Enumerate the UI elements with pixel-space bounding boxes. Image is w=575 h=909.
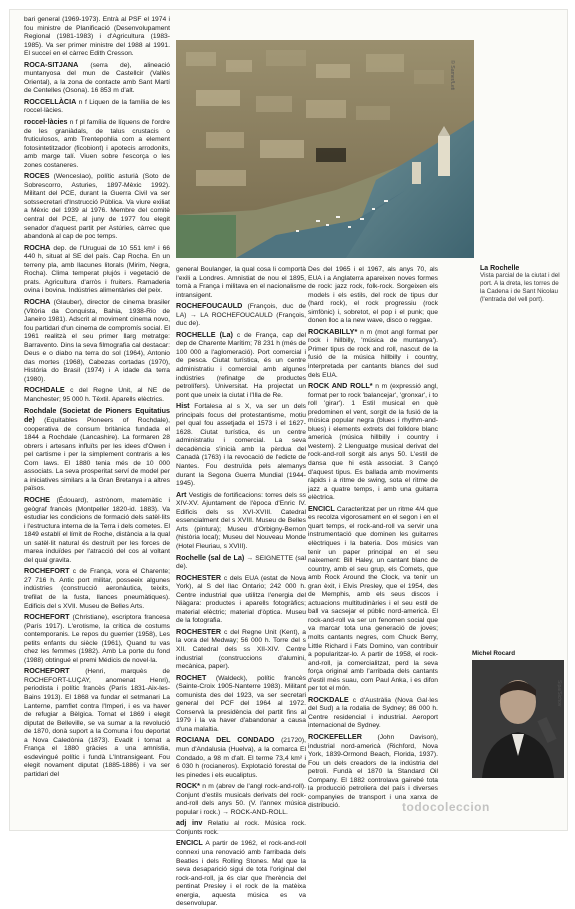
- entry-text: c de França, vora el Charente; 27 716 h. Antic port militar, posseeix algunes indústries (construcció aeronàutica, teixits, trefilat de la fusta, llances pneumàtiques). Edificis del s XVII. Museu de Belles Arts.: [24, 568, 171, 610]
- entry-headword: Rochelle (sal de La): [176, 552, 245, 562]
- dictionary-entry: [308, 266, 438, 326]
- text-column-2: [176, 266, 307, 908]
- entry-text: n f Liquen de la família de les roccel·làcies.: [24, 98, 170, 115]
- dictionary-entry: [24, 496, 170, 565]
- entry-headword: ENCICL: [176, 838, 203, 848]
- entry-text: (Henri, marquès de ROCHEFORT-LUÇAY, anomenat Henri), periodista i polític francès (París 1831-Aix-les-Bains 1913). El 1868 va fundar el setmanari La Lanterne, pamflet contra l'Imperi, i es va haver de refugiar a Bèlgica. Tornat el 1869 i elegit diputat de Belleville, se va sumar a la revolució de 1870, donà suport a la Comuna i fou deportat a Nova Caledònia (1873). Evadit i tornat a França el 1880 gràcies a una amnistia, esdevingué polític i fundà L'Intransigeant. Fou elegit novament diputat (1885-1886) i va ser partidari del: [24, 668, 170, 778]
- entry-text: (Waldeck), polític francès (Sainte-Croix 1905-Nanterre 1983). Militant comunista des del 1923, va ser secretari general del PCF del 1964 al 1972. Conservà la presidència del partit fins al 1979 i la va haver d'abandonar a causa d'una malaltia.: [176, 674, 306, 733]
- dictionary-entry: [176, 491, 306, 552]
- dictionary-entry: [176, 628, 306, 672]
- text-column-1: [24, 16, 170, 816]
- entry-text: Fortalesa al s X, va ser un dels principals focus del protestantisme, motiu pel qual fou assetjada el 1573 i el 1627-1628. Ciutat turística, és un centre administratiu i comercial. La seva decadència s'inicià amb la pèrdua del Canadà (1763) i la revocació de l'edicte de Nantes. Fou destruïda pels alemanys durant la Segona Guerra Mundial (1944-1945).: [176, 403, 306, 488]
- entry-headword: ROCHDALE: [24, 385, 65, 395]
- entry-headword: ROCHEFORT: [24, 666, 70, 676]
- entry-headword: ROCHEFORT: [24, 566, 70, 576]
- entry-text: Caracteritzat per un ritme 4/4 que es recolza vigorosament en el segon i en el quart temps, el rock-and-roll va servir una instrumentació que dominen les guitarres elèctriques i la bateria. Dos músics van tenir un paper principal en el seu naixement: Bill Haley, un cantant blanc de country, amb el seu grup, els Comets, que amb Rock Around the Clock, va tenir un gran èxit, i Elvis Presley, que el 1954, des de Memphis, amb els seus discos i actuacions multitudinàries i el seu estil de ball va sacsejar el públic nord-americà. El rock-and-roll va ser un fenomen social que va marcar tota una generació de joves; molts cantants negres, com Chuck Berry, Little Richard i Fats Domino, van contribuir a popularitzar-lo. A partir de 1958, el rock-and-roll, ja comercialitzat, perd la seva força original amb l'arribada dels cantants d'estil més suau, com Paul Anka, i es difon per tot el món.: [308, 505, 438, 693]
- entry-text: (Glauber), director de cinema brasiler (Vitòria da Conquista, Bahia, 1938-Rio de Janeiro 1981). Adscrit al moviment cinema novo, fou partidari d'un cinema de compromís social. El 1961 realitzà el seu primer llarg metratge: Barravento. Dins la seva filmografia cal destacar: Deus e o diabo na terra do sol (1964), Antonio das mortes (1968), Cabezas cortadas (1970), História do Brasil (1974) i A idade da terra (1980).: [24, 298, 170, 383]
- dictionary-entry: [176, 266, 306, 300]
- entry-headword: ROCKEFELLER: [308, 731, 362, 741]
- entry-headword: adj inv: [176, 818, 203, 828]
- dictionary-entry: [176, 302, 306, 329]
- portrait-label: Michel Rocard: [472, 650, 516, 657]
- entry-headword: ROCHEFOUCAULD: [176, 301, 243, 311]
- dictionary-entry: [24, 118, 170, 170]
- entry-text: n m (expressió angl, format per to rock 'balancejar', 'gronxar', i to roll 'girar'). 1 Estil musical en què predominen el vent, sorgit de la fusió de la música popular negra (blues i rhythm-and-blues) i elements extrets del folklore blanc americà (música hillbilly i country i western). 2 Llenguatge musical derivat del rock-and-roll sorgit als anys 50. L'estil de dansa que hi està associat. 3 Cançó d'aquest tipus. Es ballada amb moviments ràpids i a ritme de swing, sota el ritme de jazz a quatre temps, i amb una guitarra elèctrica.: [308, 383, 439, 502]
- entry-text: (Christiane), escriptora francesa (París 1917). L'erotisme, la crítica de costums contemporanis. Le repos du guerrier (1958), Les petits enfants du siècle (1961), Quand tu vas chez les femmes (1982). Amb La porte du fond (1988) obtingué el premi Médicis de novel·la.: [24, 614, 170, 664]
- dictionary-entry: [24, 567, 170, 611]
- entry-headword: ROCK*: [176, 781, 200, 791]
- entry-text: bari general (1969-1973). Entrà al PSF el 1974 i fou ministre de Planificació (Desenvolupament Regional (1981-1983) i d'Agricultura (1983-1985). Va ser primer ministre del 1988 al 1991. El succeí en el càrrec Edith Cresson.: [24, 16, 170, 58]
- entry-headword: ROCES: [24, 171, 50, 181]
- dictionary-entry: [24, 386, 170, 404]
- dictionary-entry: [24, 298, 170, 384]
- entry-headword: ROCA-SITJANA: [24, 59, 79, 69]
- watermark: todocoleccion: [402, 800, 490, 814]
- photo-credit: © Samer/Leti: [449, 60, 455, 91]
- dictionary-entry: [176, 819, 306, 837]
- portrait-block: [472, 650, 564, 778]
- entry-text: c de França, cap del dep de Charente Marítim; 78 231 h (més de 100 000 a l'aglomeració). Port comercial i de pesca. Ciutat turística, és un centre administratiu i comercial amb algunes indústries (refinatge de productes petrolífers). Universitat. Ha projectat un pont que uneix la ciutat i l'Illa de Re.: [176, 331, 306, 399]
- dictionary-entry: [308, 505, 438, 694]
- dictionary-entry: [308, 382, 438, 503]
- entry-text: (Édouard), astrònom, matemàtic i geògraf francès (Montpeller 1820-id. 1883). Va estudiar les condicions de formació dels satèl·lits i l'estructura interna de la Terra i dels cometes. El 1849 establí el límit de Roche, distància a la qual un satèl·lit natural és destruït per les forces de marea induïdes per l'atracció del cos al voltant del qual gravita.: [24, 496, 170, 564]
- entry-headword: ROCIANA DEL CONDADO: [176, 735, 275, 745]
- entry-text: Des del 1965 i el 1967, als anys 70, als EUA i a Anglaterra apareixen noves formes de rock: jazz rock, folk-rock. Sorgeixen els models i els estils, del rock de tipus dur (hard rock), el rock progressiu (rock simfònic) i, sobretot, el pop i el punk; que donen lloc a la new wave, disco o reggae.: [308, 266, 438, 325]
- entry-text: dep. de l'Uruguai de 10 551 km² i 66 440 h, situat al SE del país. Cap Rocha. En un terreny pla, amb llacunes litorals (Mirim, Negra, Rocha). Clima temperat plujós i vegetació de prats. Agricultura d'arròs i fruiters. Ramaderia ovina i bovina. Indústries alimentàries del peix.: [24, 244, 171, 295]
- text-column-3: [308, 266, 438, 816]
- harbor-illustration: [176, 40, 474, 258]
- dictionary-entry: [24, 172, 170, 241]
- entry-text: (21720), mun d'Andalusia (Huelva), a la comarca El Condado, a 98 m d'alt. El terme 73,4 km² i 6 030 h (rocianeros). Explotació forestal de les pinedes i els eucaliptus.: [176, 737, 306, 779]
- entry-text: (François, duc de LA) → LA ROCHEFOUCAULD (François, duc de).: [176, 303, 307, 328]
- entry-text: (Wenceslao), polític asturià (Soto de Sobrescorro, Asturies, 1897-Mèxic 1992). Militant del PCE, durant la Guerra Civil va ser sotssecretari d'Instrucció Pública. Va viure exiliat a Mèxic del 1939 al 1976. Membre del comitè central del PCE, al juny de 1977 fou elegit senador d'aquest partit per Astúries, càrrec que abandonà al cap de poc temps.: [24, 173, 171, 241]
- entry-headword: ROCHET: [176, 672, 207, 682]
- dictionary-entry: [24, 61, 170, 96]
- caption-text: Vista parcial de la ciutat i del port. A la dreta, les torres de la Cadena i de Sant Nicolau (l'entrada del vell port).: [480, 272, 560, 303]
- dictionary-entry: [24, 244, 170, 296]
- entry-headword: ROCHEFORT: [24, 612, 70, 622]
- dictionary-entry: [176, 554, 306, 572]
- entry-text: c del Regne Unit, al NE de Manchester; 95 000 h. Tèxtil. Aparells elèctrics.: [24, 387, 170, 403]
- dictionary-entry: [308, 328, 438, 380]
- caption-title: La Rochelle: [480, 265, 520, 272]
- entry-headword: ROCK AND ROLL*: [308, 381, 373, 391]
- entry-text: (serra de), alineació muntanyosa del mun de Castellcir (Vallès Oriental), a la zona de contacte amb Sant Martí de Centelles (Osona). 16 853 m d'alt.: [24, 61, 171, 95]
- entry-headword: ROCKABILLY*: [308, 326, 358, 336]
- entry-headword: ROCHESTER: [176, 626, 222, 636]
- entry-text: general Boulanger, la qual cosa li comportà l'exili a Londres. Amnistiat de nou el 1895, tornà a França i militava en el nacionalisme intransigent.: [176, 266, 306, 299]
- portrait-photo: [472, 660, 564, 778]
- entry-headword: ROCHE: [24, 494, 50, 504]
- dictionary-entry: [176, 736, 306, 780]
- entry-text: n f pl família de líquens de l'ordre de les graniàdals, de talus crustacis o fruticulosos, amb Trentepohlia com a element fotosintetitzador (ficobiont) i apotecis arrodonits, amb marge talí. Viuen sobre l'escorça o les zones costaneres.: [24, 119, 171, 169]
- entry-text: Relatiu al rock. Música rock. Conjunts rock.: [176, 820, 306, 836]
- dictionary-entry: [176, 331, 306, 400]
- encyclopedia-page: [9, 9, 568, 908]
- dictionary-entry: [176, 574, 306, 626]
- dictionary-entry: [176, 674, 306, 735]
- dictionary-entry: [176, 402, 306, 488]
- entry-headword: ROCHESTER: [176, 572, 222, 582]
- entry-text: c dels EUA (estat de Nova York), al S del llac Ontario; 242 000 h. Centre industrial que utilitza l'energia del Niàgara: productes i aparells fotogràfics; material elèctric; material d'òptica. Museu de la fotografia.: [176, 574, 307, 625]
- dictionary-entry: [308, 696, 438, 731]
- entry-headword: ROCCELLÀCIA: [24, 96, 77, 106]
- la-rochelle-aerial-photo: [176, 40, 474, 258]
- entry-headword: ROCKDALE: [308, 694, 349, 704]
- entry-headword: ENCICL: [308, 503, 335, 513]
- entry-headword: ROCHA: [24, 242, 51, 252]
- dictionary-entry: [176, 782, 306, 817]
- entry-text: n m (abrev de l'angl rock-and-roll). Conjunt d'estils musicals derivats del rock-and-roll dels anys 50. (V. l'annex música popular i rock.) → ROCK-AND-ROLL.: [176, 783, 306, 816]
- entry-text: A partir de 1962, el rock-and-roll connexi una renovació amb l'arribada dels Beatles i dels Rolling Stones. Mal que la seva desaparició sigui de tota l'original del rock-and-roll, ja és clar que l'herència del pentinat Presley i el rock de la matèixa energia, aquesta música es va desenvolupar.: [176, 840, 306, 908]
- entry-headword: Hist: [176, 401, 190, 411]
- dictionary-entry: [24, 16, 170, 59]
- dictionary-entry: [24, 667, 170, 779]
- entry-text: c del Regne Unit (Kent), a la vora del Medway; 56 000 h. Torre del s XII. Catedral dels ss XII-XIV. Centre industrial (construccions d'alumini, mecànica, paper).: [176, 628, 307, 671]
- entry-headword: Rochdale (Societat de Pioners Equitatius de): [24, 405, 170, 425]
- photo-caption: [480, 265, 562, 304]
- entry-text: (Equitables Pioneers of Rochdale), cooperativa de consum britànica fundada el 1844 a Rochdale (Lancashire). La formaren 28 obrers i artesans influïts per les idees d'Owen i pel cartisme i per la simplement contraris a les Corn laws. El 1880 tenia més de 10 000 associats. La seva prosperitat serví de model per a iniciatives similars a la Gran Bretanya i a altres països.: [24, 417, 171, 493]
- entry-headword: roccel·làcies: [24, 117, 68, 127]
- entry-text: Vestigis de fortificacions: torres dels ss XIV-XV. Ajuntament de l'època d'Enric IV. Edificis dels ss XVI-XVIII. Catedral essencialment del s XVIII. Museu de Belles Arts (pintura); Museu d'Orbigny-Bernon (història local); Museu del Nouveau Monde (Hotel Fleuriau, s XVIII).: [176, 491, 306, 550]
- dictionary-entry: [24, 407, 170, 494]
- dictionary-entry: [176, 839, 306, 908]
- entry-headword: Art: [176, 489, 187, 499]
- portrait-credit: Sipa/Sichov: [556, 680, 562, 707]
- entry-text: n m (mot angl format per rock i hillbilly, 'música de muntanya'). Primer tipus de rock and roll, nascut de la fusió de la música hillbilly i country, interpretada per cantants blancs del sud dels EUA.: [308, 328, 439, 379]
- entry-headword: ROCHELLE (La): [176, 329, 233, 339]
- entry-headword: ROCHA: [24, 296, 51, 306]
- entry-text: → SEIGNETTE (sal de).: [176, 554, 306, 571]
- entry-text: c d'Austràlia (Nova Gal·les del Sud) a la rodalia de Sydney; 86 000 h. Centre residencial i industrial. Aeroport internacional de Sydney.: [308, 696, 438, 730]
- dictionary-entry: [24, 98, 170, 116]
- entry-text: (John Davison), industrial nord-americà (Richford, Nova York, 1839-Ormond Beach, Florida, 1937). Fou un dels creadors de la indústria del petroli. Fundà el 1870 la Standard Oil Company. El 1882 controlava gairebé tota la producció petroliera del país i diverses companyies de transport i una xarxa de distribució.: [308, 733, 438, 810]
- dictionary-entry: [24, 613, 170, 665]
